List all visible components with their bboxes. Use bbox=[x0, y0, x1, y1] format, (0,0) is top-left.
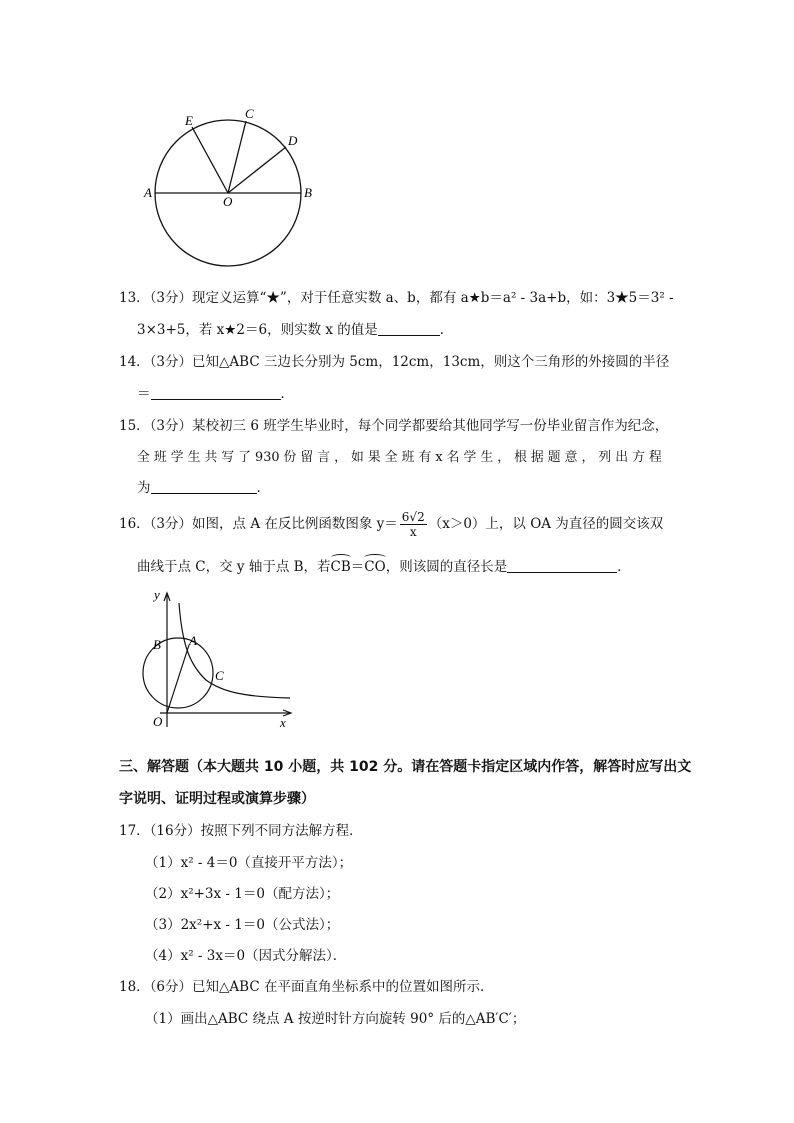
hyperbola-curve bbox=[179, 603, 290, 698]
q17-score: （16分） bbox=[149, 823, 201, 839]
q18-item-1: （1）画出△ABC 绕点 A 按逆时针方向旋转 90° 后的△AB′C′； bbox=[145, 1011, 526, 1027]
label-b: B bbox=[304, 185, 312, 200]
segment-od bbox=[228, 147, 286, 193]
q16-arc-co: CO bbox=[364, 559, 386, 575]
q13-text1: 现定义运算“★”，对于任意实数 a、b，都有 a★b＝a² - 3a+b，如：3★5＝3² - bbox=[192, 290, 674, 306]
q16-frac-den: x bbox=[409, 525, 417, 539]
q14-period: ． bbox=[280, 386, 294, 402]
label-b: B bbox=[153, 637, 161, 652]
q18-score: （6分） bbox=[149, 979, 193, 995]
circle-figure bbox=[140, 100, 330, 275]
q17-item-2: （2）x²+3x - 1＝0（配方法）； bbox=[145, 886, 340, 902]
q17-item-3: （3）2x²+x - 1＝0（公式法）； bbox=[145, 917, 340, 933]
label-a: A bbox=[144, 185, 152, 200]
q16-text2b: ，则该圆的直径长是 bbox=[385, 559, 508, 575]
label-e: E bbox=[185, 113, 193, 128]
label-c: C bbox=[245, 106, 254, 121]
q16-frac-num: 6√2 bbox=[401, 510, 425, 524]
q16-text2: 曲线于点 C，交 y 轴于点 B，若 bbox=[137, 559, 331, 575]
q16-text1: 如图，点 A 在反比例函数图象 y＝ bbox=[192, 516, 398, 532]
q14-number: 14． bbox=[119, 354, 150, 370]
q14-line2 bbox=[137, 384, 294, 404]
label-o: O bbox=[223, 194, 233, 209]
q13-score: （3分） bbox=[149, 290, 193, 306]
label-x: x bbox=[280, 715, 286, 730]
q14-answer-blank[interactable] bbox=[151, 385, 281, 400]
q13-period: ． bbox=[439, 322, 454, 338]
q15-period: ． bbox=[256, 480, 270, 496]
q16-fraction bbox=[400, 510, 427, 539]
label-y: y bbox=[154, 587, 160, 602]
q14-line1 bbox=[119, 352, 669, 372]
q16-answer-blank[interactable] bbox=[507, 558, 617, 573]
q15-number: 15． bbox=[119, 418, 150, 434]
q13-answer-blank[interactable] bbox=[378, 321, 440, 336]
q16-eq: ＝ bbox=[350, 559, 365, 575]
q17-number: 17． bbox=[119, 823, 150, 839]
q13-number: 13． bbox=[119, 290, 150, 306]
q18-number: 18． bbox=[119, 979, 150, 995]
section3-line1: 三、解答题（本大题共 10 小题，共 102 分。请在答题卡指定区域内作答，解答时应写出文 bbox=[119, 759, 692, 775]
section3-line2: 字说明、证明过程或演算步骤） bbox=[119, 791, 315, 807]
q15-text1: 某校初三 6 班学生毕业时，每个同学都要给其他同学写一份毕业留言作为纪念， bbox=[192, 418, 669, 434]
q16-line2 bbox=[137, 557, 631, 577]
q15-text2: 全 班 学 生 共 写 了 930 份 留 言 ， 如 果 全 班 有 x 名 学 生 ， 根 据 题 意 ， 列 出 方 程 bbox=[137, 450, 662, 465]
hyperbola-figure bbox=[140, 585, 300, 735]
q17-line1 bbox=[119, 821, 363, 841]
q15-text3: 为 bbox=[137, 480, 151, 496]
q17-item-1: （1）x² - 4＝0（直接开平方法）； bbox=[145, 855, 353, 871]
segment-oa bbox=[167, 645, 189, 713]
q16-text1b: （x＞0）上，以 OA 为直径的圆交该双 bbox=[428, 516, 664, 532]
q14-eq: ＝ bbox=[137, 386, 151, 402]
q18-text: 已知△ABC 在平面直角坐标系中的位置如图所示． bbox=[192, 979, 494, 995]
label-a: A bbox=[189, 633, 197, 648]
label-c: C bbox=[215, 668, 224, 683]
label-d: D bbox=[288, 133, 298, 148]
q16-number: 16． bbox=[119, 516, 150, 532]
q14-score: （3分） bbox=[149, 354, 193, 370]
q15-line1 bbox=[119, 416, 668, 436]
q17-item-4: （4）x² - 3x＝0（因式分解法）． bbox=[145, 948, 347, 964]
q13-text2: 3×3+5，若 x★2＝6，则实数 x 的值是 bbox=[137, 322, 378, 338]
q17-text: 按照下列不同方法解方程． bbox=[200, 823, 363, 839]
q15-line3 bbox=[137, 478, 270, 498]
q14-text1: 已知△ABC 三边长分别为 5cm，12cm，13cm，则这个三角形的外接圆的半径 bbox=[192, 354, 670, 370]
q18-line1 bbox=[119, 977, 493, 997]
segment-oe bbox=[192, 127, 228, 193]
q16-period: ． bbox=[617, 559, 631, 575]
label-o: O bbox=[153, 714, 163, 729]
q15-line2 bbox=[137, 447, 662, 468]
q16-arc-cb: CB bbox=[330, 559, 351, 575]
q13-line1 bbox=[119, 288, 674, 308]
q15-answer-blank[interactable] bbox=[151, 479, 257, 494]
q16-score: （3分） bbox=[149, 516, 193, 532]
q13-line2 bbox=[137, 320, 453, 340]
segment-oc bbox=[228, 121, 246, 193]
q16-line1 bbox=[119, 509, 663, 539]
q15-score: （3分） bbox=[149, 418, 193, 434]
